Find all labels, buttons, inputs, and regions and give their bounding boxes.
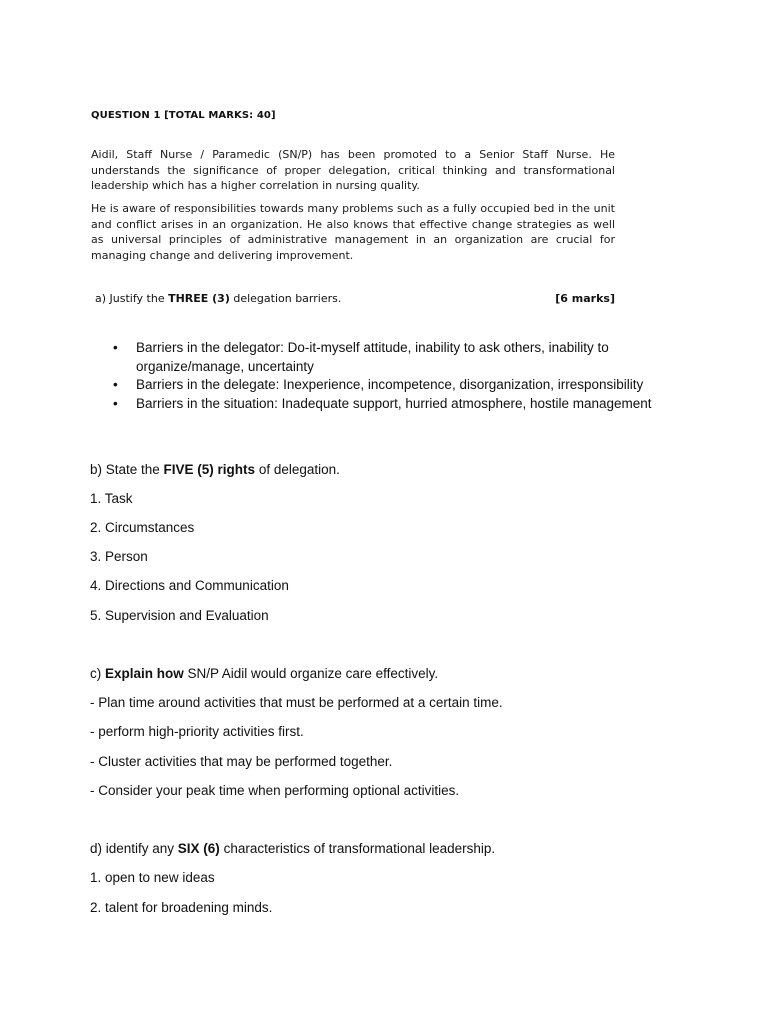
part-c-prefix: c) [90,666,105,681]
list-item: 1. Task [90,491,133,506]
part-d-suffix: characteristics of transformational leadership. [219,841,496,856]
barriers-list [110,339,670,413]
list-item: - Plan time around activities that must be performed at a certain time. [90,695,503,710]
list-item [110,339,670,376]
list-item: 2. talent for broadening minds. [90,900,273,915]
part-c-bold: Explain how [105,666,184,681]
bullet-icon: • [113,395,118,411]
intro-paragraph-2: He is aware of responsibilities towards many problems such as a fully occupied bed in the unit and conflict arises in an organization. He also knows that effective change strategies as well as universal principles of administrative management in an organization are crucial for managing change and delivering improvement. [91,202,615,262]
list-item: - Consider your peak time when performing optional activities. [90,783,460,798]
bullet-icon: • [113,340,118,355]
part-b-bold: FIVE (5) rights [163,462,256,477]
part-c-suffix: SN/P Aidil would organize care effectively. [183,666,439,681]
part-b-prefix: b) State the [90,462,164,477]
barrier-delegate: Barriers in the delegate: Inexperience, incompetence, disorganization, irresponsibility [136,377,644,393]
part-a-prefix: a) Justify the [95,292,169,305]
part-d-question [90,841,495,856]
list-item: - perform high-priority activities first. [90,724,304,739]
bullet-icon: • [113,377,118,393]
part-c-question [90,666,438,681]
list-item: 3. Person [90,549,148,564]
part-d-bold: SIX (6) [177,841,220,856]
part-a-bold: THREE (3) [168,292,230,305]
list-item: 1. open to new ideas [90,870,215,885]
part-a-question [95,292,615,305]
list-item: 5. Supervision and Evaluation [90,608,269,623]
question-title: QUESTION 1 [TOTAL MARKS: 40] [91,110,276,121]
intro-paragraph-1: Aidil, Staff Nurse / Paramedic (SN/P) has been promoted to a Senior Staff Nurse. He understands the significance of proper delegation, critical thinking and transformational leadership which has a higher correlation in nursing quality. [91,148,615,192]
part-a-marks: [6 marks] [555,292,615,305]
barrier-delegator: Barriers in the delegator: Do-it-myself attitude, inability to ask others, inability to organize/manage, uncertainty [136,340,609,374]
part-b-suffix: of delegation. [255,462,340,477]
part-a-prompt [95,292,341,305]
list-item [110,376,670,395]
part-b-question [90,462,340,477]
part-a-suffix: delegation barriers. [229,292,342,305]
list-item [110,395,670,414]
barrier-situation: Barriers in the situation: Inadequate support, hurried atmosphere, hostile management [136,395,652,411]
list-item: - Cluster activities that may be performed together. [90,754,393,769]
part-d-prefix: d) identify any [90,841,178,856]
list-item: 4. Directions and Communication [90,578,289,593]
list-item: 2. Circumstances [90,520,195,535]
